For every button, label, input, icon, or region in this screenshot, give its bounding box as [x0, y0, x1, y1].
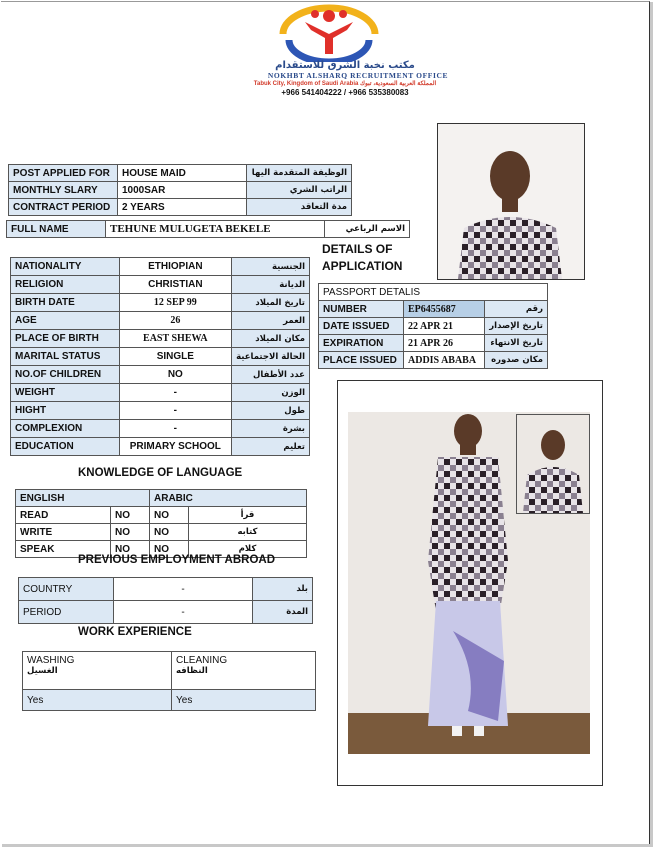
company-city-line: Tabuk City, Kingdom of Saudi Arabia المملكة العربية السعودية، تبوك	[253, 81, 437, 87]
personal-value: -	[119, 402, 232, 420]
company-arabic-name: مكتب نخبة الشرق للاستقدام	[275, 60, 415, 71]
personal-label-ar: تاريخ الميلاد	[232, 294, 310, 312]
personal-label-ar: مكان الميلاد	[232, 330, 310, 348]
language-skill: WRITE	[16, 524, 111, 541]
personal-value: ETHIOPIAN	[119, 258, 232, 276]
language-english: NO	[111, 524, 150, 541]
work-experience-title: WORK EXPERIENCE	[78, 626, 192, 638]
company-logo	[275, 4, 383, 62]
language-skill-ar: قرأ	[189, 507, 307, 524]
language-english: NO	[111, 541, 150, 558]
language-head-english: ENGLISH	[16, 490, 150, 507]
personal-label-ar: تعليم	[232, 438, 310, 456]
personal-details-table	[10, 257, 310, 456]
language-skill: SPEAK	[16, 541, 111, 558]
personal-value: EAST SHEWA	[119, 330, 232, 348]
personal-value: -	[119, 420, 232, 438]
contract-value: 2 YEARS	[118, 199, 247, 216]
language-arabic: NO	[150, 541, 189, 558]
personal-row	[11, 276, 310, 294]
language-row	[16, 507, 307, 524]
personal-label: MARITAL STATUS	[11, 348, 120, 366]
employment-table	[18, 577, 313, 624]
personal-label: RELIGION	[11, 276, 120, 294]
work-experience-table	[22, 651, 316, 711]
personal-label-ar: الديانة	[232, 276, 310, 294]
full-name-value: TEHUNE MULUGETA BEKELE	[106, 221, 325, 238]
passport-table	[318, 283, 548, 369]
personal-value: SINGLE	[119, 348, 232, 366]
personal-label-ar: الحالة الاجتماعية	[232, 348, 310, 366]
salary-value: 1000SAR	[118, 182, 247, 199]
passport-row	[319, 318, 548, 335]
personal-row	[11, 294, 310, 312]
passport-row	[319, 301, 548, 318]
inset-portrait	[517, 415, 589, 513]
passport-value: 22 APR 21	[404, 318, 485, 335]
language-arabic: NO	[150, 507, 189, 524]
personal-label: EDUCATION	[11, 438, 120, 456]
personal-row	[11, 438, 310, 456]
company-english-name: NOKHBT ALSHARQ RECRUITMENT OFFICE	[267, 71, 449, 80]
company-phones: +966 541404222 / +966 535380083	[281, 88, 409, 97]
language-table	[15, 489, 307, 558]
salary-label-ar: الراتب الشري	[247, 182, 352, 199]
personal-label: PLACE OF BIRTH	[11, 330, 120, 348]
page-shadow-bottom	[2, 844, 653, 847]
washing-header	[23, 652, 172, 690]
washing-value: Yes	[23, 690, 172, 711]
personal-label: AGE	[11, 312, 120, 330]
period-label: PERIOD	[19, 601, 114, 624]
personal-label-ar: بشرة	[232, 420, 310, 438]
cleaning-label: CLEANING	[176, 655, 228, 666]
personal-row	[11, 330, 310, 348]
period-value: -	[114, 601, 253, 624]
portrait-image	[438, 124, 584, 279]
full-name-label-ar: الاسم الرباعي	[325, 221, 410, 238]
personal-value: CHRISTIAN	[119, 276, 232, 294]
page-shadow-right	[650, 2, 653, 846]
personal-label-ar: عدد الأطفال	[232, 366, 310, 384]
personal-label-ar: الوزن	[232, 384, 310, 402]
personal-row	[11, 420, 310, 438]
personal-row	[11, 258, 310, 276]
post-label: POST APPLIED FOR	[9, 165, 118, 182]
language-head-arabic: ARABIC	[150, 490, 307, 507]
cleaning-header	[172, 652, 316, 690]
personal-row	[11, 402, 310, 420]
passport-label-ar: تاريخ الانتهاء	[485, 335, 548, 352]
full-name-table	[6, 220, 410, 238]
details-title-1: DETAILS OF	[322, 242, 393, 256]
passport-label: DATE ISSUED	[319, 318, 404, 335]
personal-label: NATIONALITY	[11, 258, 120, 276]
country-label-ar: بلد	[253, 578, 313, 601]
passport-title: PASSPORT DETALIS	[319, 284, 548, 301]
passport-label: EXPIRATION	[319, 335, 404, 352]
contract-label-ar: مدة التعاقد	[247, 199, 352, 216]
personal-value: 26	[119, 312, 232, 330]
job-table	[8, 164, 352, 216]
personal-label: BIRTH DATE	[11, 294, 120, 312]
salary-label: MONTHLY SLARY	[9, 182, 118, 199]
passport-label-ar: مكان صدوره	[485, 352, 548, 369]
personal-row	[11, 312, 310, 330]
personal-label-ar: الجنسية	[232, 258, 310, 276]
language-skill-ar: كتابه	[189, 524, 307, 541]
post-value: HOUSE MAID	[118, 165, 247, 182]
washing-label-ar: الغسيل	[27, 666, 58, 676]
passport-value: 21 APR 26	[404, 335, 485, 352]
country-value: -	[114, 578, 253, 601]
personal-row	[11, 366, 310, 384]
passport-row	[319, 352, 548, 369]
language-skill-ar: كلام	[189, 541, 307, 558]
personal-label: NO.OF CHILDREN	[11, 366, 120, 384]
passport-label: PLACE ISSUED	[319, 352, 404, 369]
washing-label: WASHING	[27, 655, 75, 666]
period-label-ar: المدة	[253, 601, 313, 624]
personal-label: HIGHT	[11, 402, 120, 420]
passport-label-ar: رقم	[485, 301, 548, 318]
passport-label: NUMBER	[319, 301, 404, 318]
country-label: COUNTRY	[19, 578, 114, 601]
passport-value: ADDIS ABABA	[404, 352, 485, 369]
full-body-photo	[408, 411, 528, 756]
full-body-photo-frame	[337, 380, 603, 786]
cleaning-value: Yes	[172, 690, 316, 711]
personal-value: PRIMARY SCHOOL	[119, 438, 232, 456]
personal-row	[11, 348, 310, 366]
full-name-label: FULL NAME	[7, 221, 106, 238]
personal-label-ar: طول	[232, 402, 310, 420]
personal-label-ar: العمر	[232, 312, 310, 330]
employment-title: PREVIOUS EMPLOYMENT ABROAD	[78, 554, 276, 566]
cleaning-label-ar: النظافه	[176, 666, 208, 676]
inset-photo	[516, 414, 590, 514]
language-english: NO	[111, 507, 150, 524]
personal-value: NO	[119, 366, 232, 384]
language-arabic: NO	[150, 524, 189, 541]
language-title: KNOWLEDGE OF LANGUAGE	[78, 467, 243, 479]
personal-value: 12 SEP 99	[119, 294, 232, 312]
passport-label-ar: تاريخ الإصدار	[485, 318, 548, 335]
portrait-photo	[437, 123, 585, 280]
language-row	[16, 524, 307, 541]
personal-row	[11, 384, 310, 402]
language-skill: READ	[16, 507, 111, 524]
details-title-2: APPLICATION	[322, 259, 403, 273]
personal-label: COMPLEXION	[11, 420, 120, 438]
personal-label: WEIGHT	[11, 384, 120, 402]
passport-value: EP6455687	[404, 301, 485, 318]
passport-row	[319, 335, 548, 352]
contract-label: CONTRACT PERIOD	[9, 199, 118, 216]
personal-value: -	[119, 384, 232, 402]
post-label-ar: الوظيفة المتقدمة اليها	[247, 165, 352, 182]
